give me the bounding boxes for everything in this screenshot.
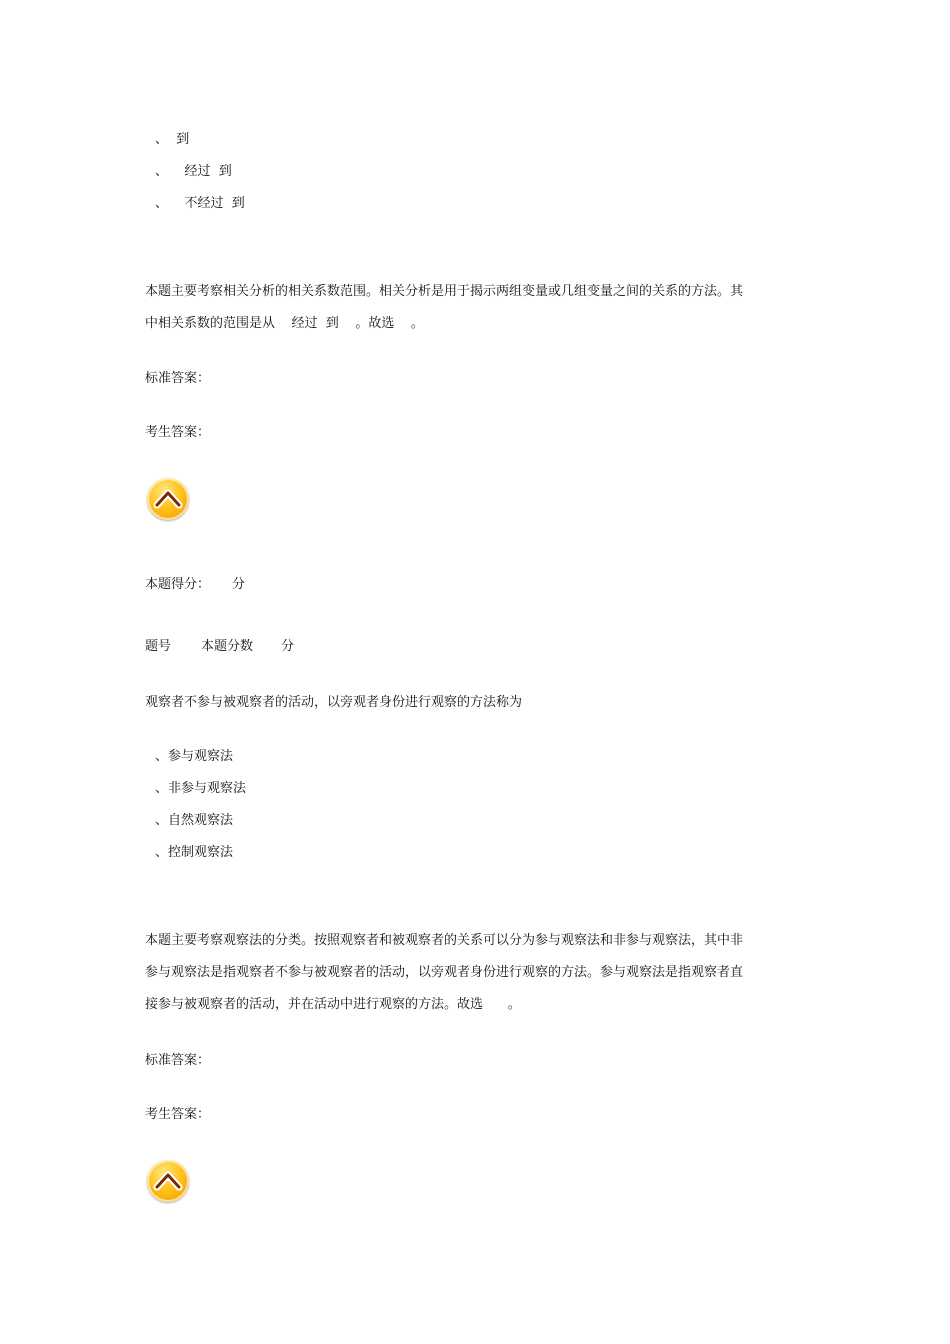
question-text: 观察者不参与被观察者的活动，以旁观者身份进行观察的方法称为	[145, 695, 523, 710]
student-answer-label: 考生答案：	[145, 425, 211, 440]
student-answer-label: 考生答案：	[145, 1107, 211, 1122]
option-3: 、 不经过 到	[155, 196, 245, 211]
chevron-up-icon	[147, 478, 189, 520]
chevron-up-icon	[147, 1160, 189, 1202]
question-points-unit: 分	[281, 639, 295, 654]
option-3: 、自然观察法	[155, 813, 234, 828]
standard-answer-label: 标准答案：	[145, 1053, 211, 1068]
question-number-label: 题号	[145, 639, 172, 654]
scroll-up-button[interactable]	[147, 1160, 189, 1202]
option-2: 、非参与观察法	[155, 781, 247, 796]
option-1: 、参与观察法	[155, 749, 234, 764]
analysis-line-2: 参与观察法是指观察者不参与被观察者的活动，以旁观者身份进行观察的方法。参与观察法是指观察者直	[145, 965, 744, 980]
score-label: 本题得分：	[145, 577, 211, 592]
analysis-line-1: 本题主要考察观察法的分类。按照观察者和被观察者的关系可以分为参与观察法和非参与观察法，其中非	[145, 933, 744, 948]
option-4: 、控制观察法	[155, 845, 234, 860]
analysis-line-3: 接参与被观察者的活动，并在活动中进行观察的方法。故选 。	[145, 997, 521, 1012]
standard-answer-label: 标准答案：	[145, 371, 211, 386]
analysis-line-1: 本题主要考察相关分析的相关系数范围。相关分析是用于揭示两组变量或几组变量之间的关系的方法。其	[145, 284, 744, 299]
score-unit: 分	[232, 577, 246, 592]
option-1: 、 到	[155, 132, 190, 147]
option-2: 、 经过 到	[155, 164, 232, 179]
scroll-up-button[interactable]	[147, 478, 189, 520]
analysis-line-2: 中相关系数的范围是从 经过 到 。故选 。	[145, 316, 424, 331]
question-points-label: 本题分数	[201, 639, 254, 654]
